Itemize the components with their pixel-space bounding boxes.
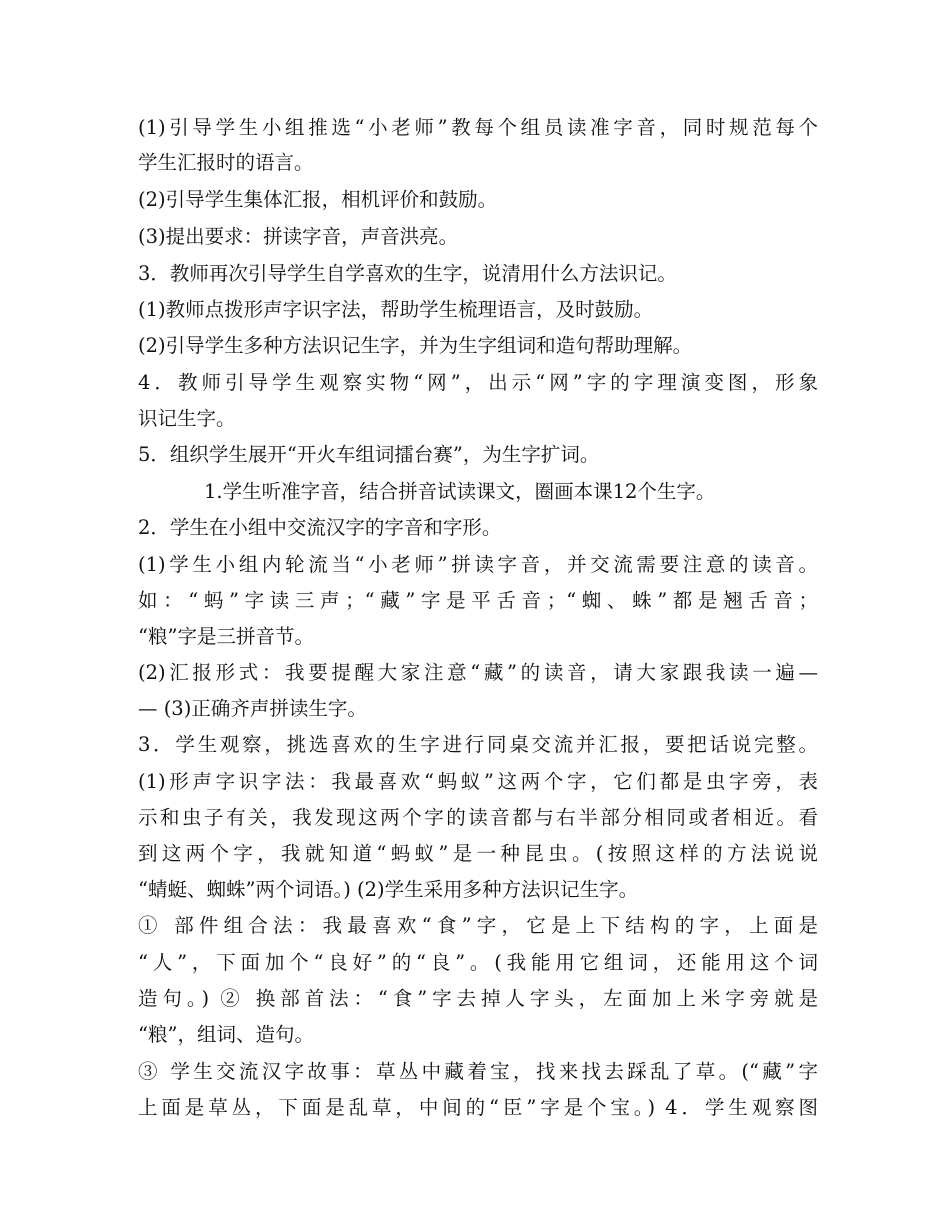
text-line: (1)教师点拨形声字识字法，帮助学生梳理语言，及时鼓励。 xyxy=(138,298,654,321)
text-line: 2．学生在小组中交流汉字的字音和字形。 xyxy=(138,516,502,539)
text-line: 上面是草丛，下面是乱草，中间的“臣”字是个宝。) 4．学生观察图 xyxy=(138,1096,818,1119)
text-line: (3)提出要求：拼读字音，声音洪亮。 xyxy=(138,225,459,248)
text-line: 3．教师再次引导学生自学喜欢的生字，说清用什么方法识记。 xyxy=(138,262,677,285)
text-line: (2)引导学生集体汇报，相机评价和鼓励。 xyxy=(138,188,498,211)
text-line: ③ 学生交流汉字故事：草丛中藏着宝，找来找去踩乱了草。(“藏”字 xyxy=(138,1060,818,1083)
text-line: 学生汇报时的语言。 xyxy=(138,151,314,174)
text-line: 识记生字。 xyxy=(138,407,236,430)
text-line: 如：“蚂”字读三声；“藏”字是平舌音；“蜘、蛛”都是翘舌音； xyxy=(138,589,818,612)
text-line: 示和虫子有关，我发现这两个字的读音都与右半部分相同或者相近。看 xyxy=(138,806,818,829)
text-line: 到这两个字，我就知道“蚂蚁”是一种昆虫。(按照这样的方法说说 xyxy=(138,842,818,865)
text-line: “粮”，组词、造句。 xyxy=(138,1023,314,1046)
text-line: (2)汇报形式：我要提醒大家注意“藏”的读音，请大家跟我读一遍— xyxy=(138,661,818,684)
text-line: ① 部件组合法：我最喜欢“食”字，它是上下结构的字，上面是 xyxy=(138,914,818,937)
text-line: 5．组织学生展开“开火车组词擂台赛”，为生字扩词。 xyxy=(138,443,600,466)
text-line: 造句。) ② 换部首法：“食”字去掉人字头，左面加上米字旁就是 xyxy=(138,987,818,1010)
text-line: 3．学生观察，挑选喜欢的生字进行同桌交流并汇报，要把话说完整。 xyxy=(138,733,818,756)
text-line: (1)学生小组内轮流当“小老师”拼读字音，并交流需要注意的读音。 xyxy=(138,553,818,576)
text-line: (1)引导学生小组推选“小老师”教每个组员读准字音，同时规范每个 xyxy=(138,116,818,139)
text-line: (1)形声字识字法：我最喜欢“蚂蚁”这两个字，它们都是虫字旁，表 xyxy=(138,770,818,793)
text-line: “人”，下面加个“良好”的“良”。(我能用它组词，还能用这个词 xyxy=(138,951,818,974)
text-line: (2)引导学生多种方法识记生字，并为生字组词和造句帮助理解。 xyxy=(138,334,693,357)
text-line: “粮”字是三拼音节。 xyxy=(138,625,314,648)
text-line: “蜻蜓、蜘蛛”两个词语。) (2)学生采用多种方法识记生字。 xyxy=(138,878,639,901)
text-line: 1.学生听准字音，结合拼音试读课文，圈画本课12个生字。 xyxy=(204,480,716,503)
text-line: 4．教师引导学生观察实物“网”，出示“网”字的字理演变图，形象 xyxy=(138,371,818,394)
text-line: — (3)正确齐声拼读生字。 xyxy=(138,697,367,720)
